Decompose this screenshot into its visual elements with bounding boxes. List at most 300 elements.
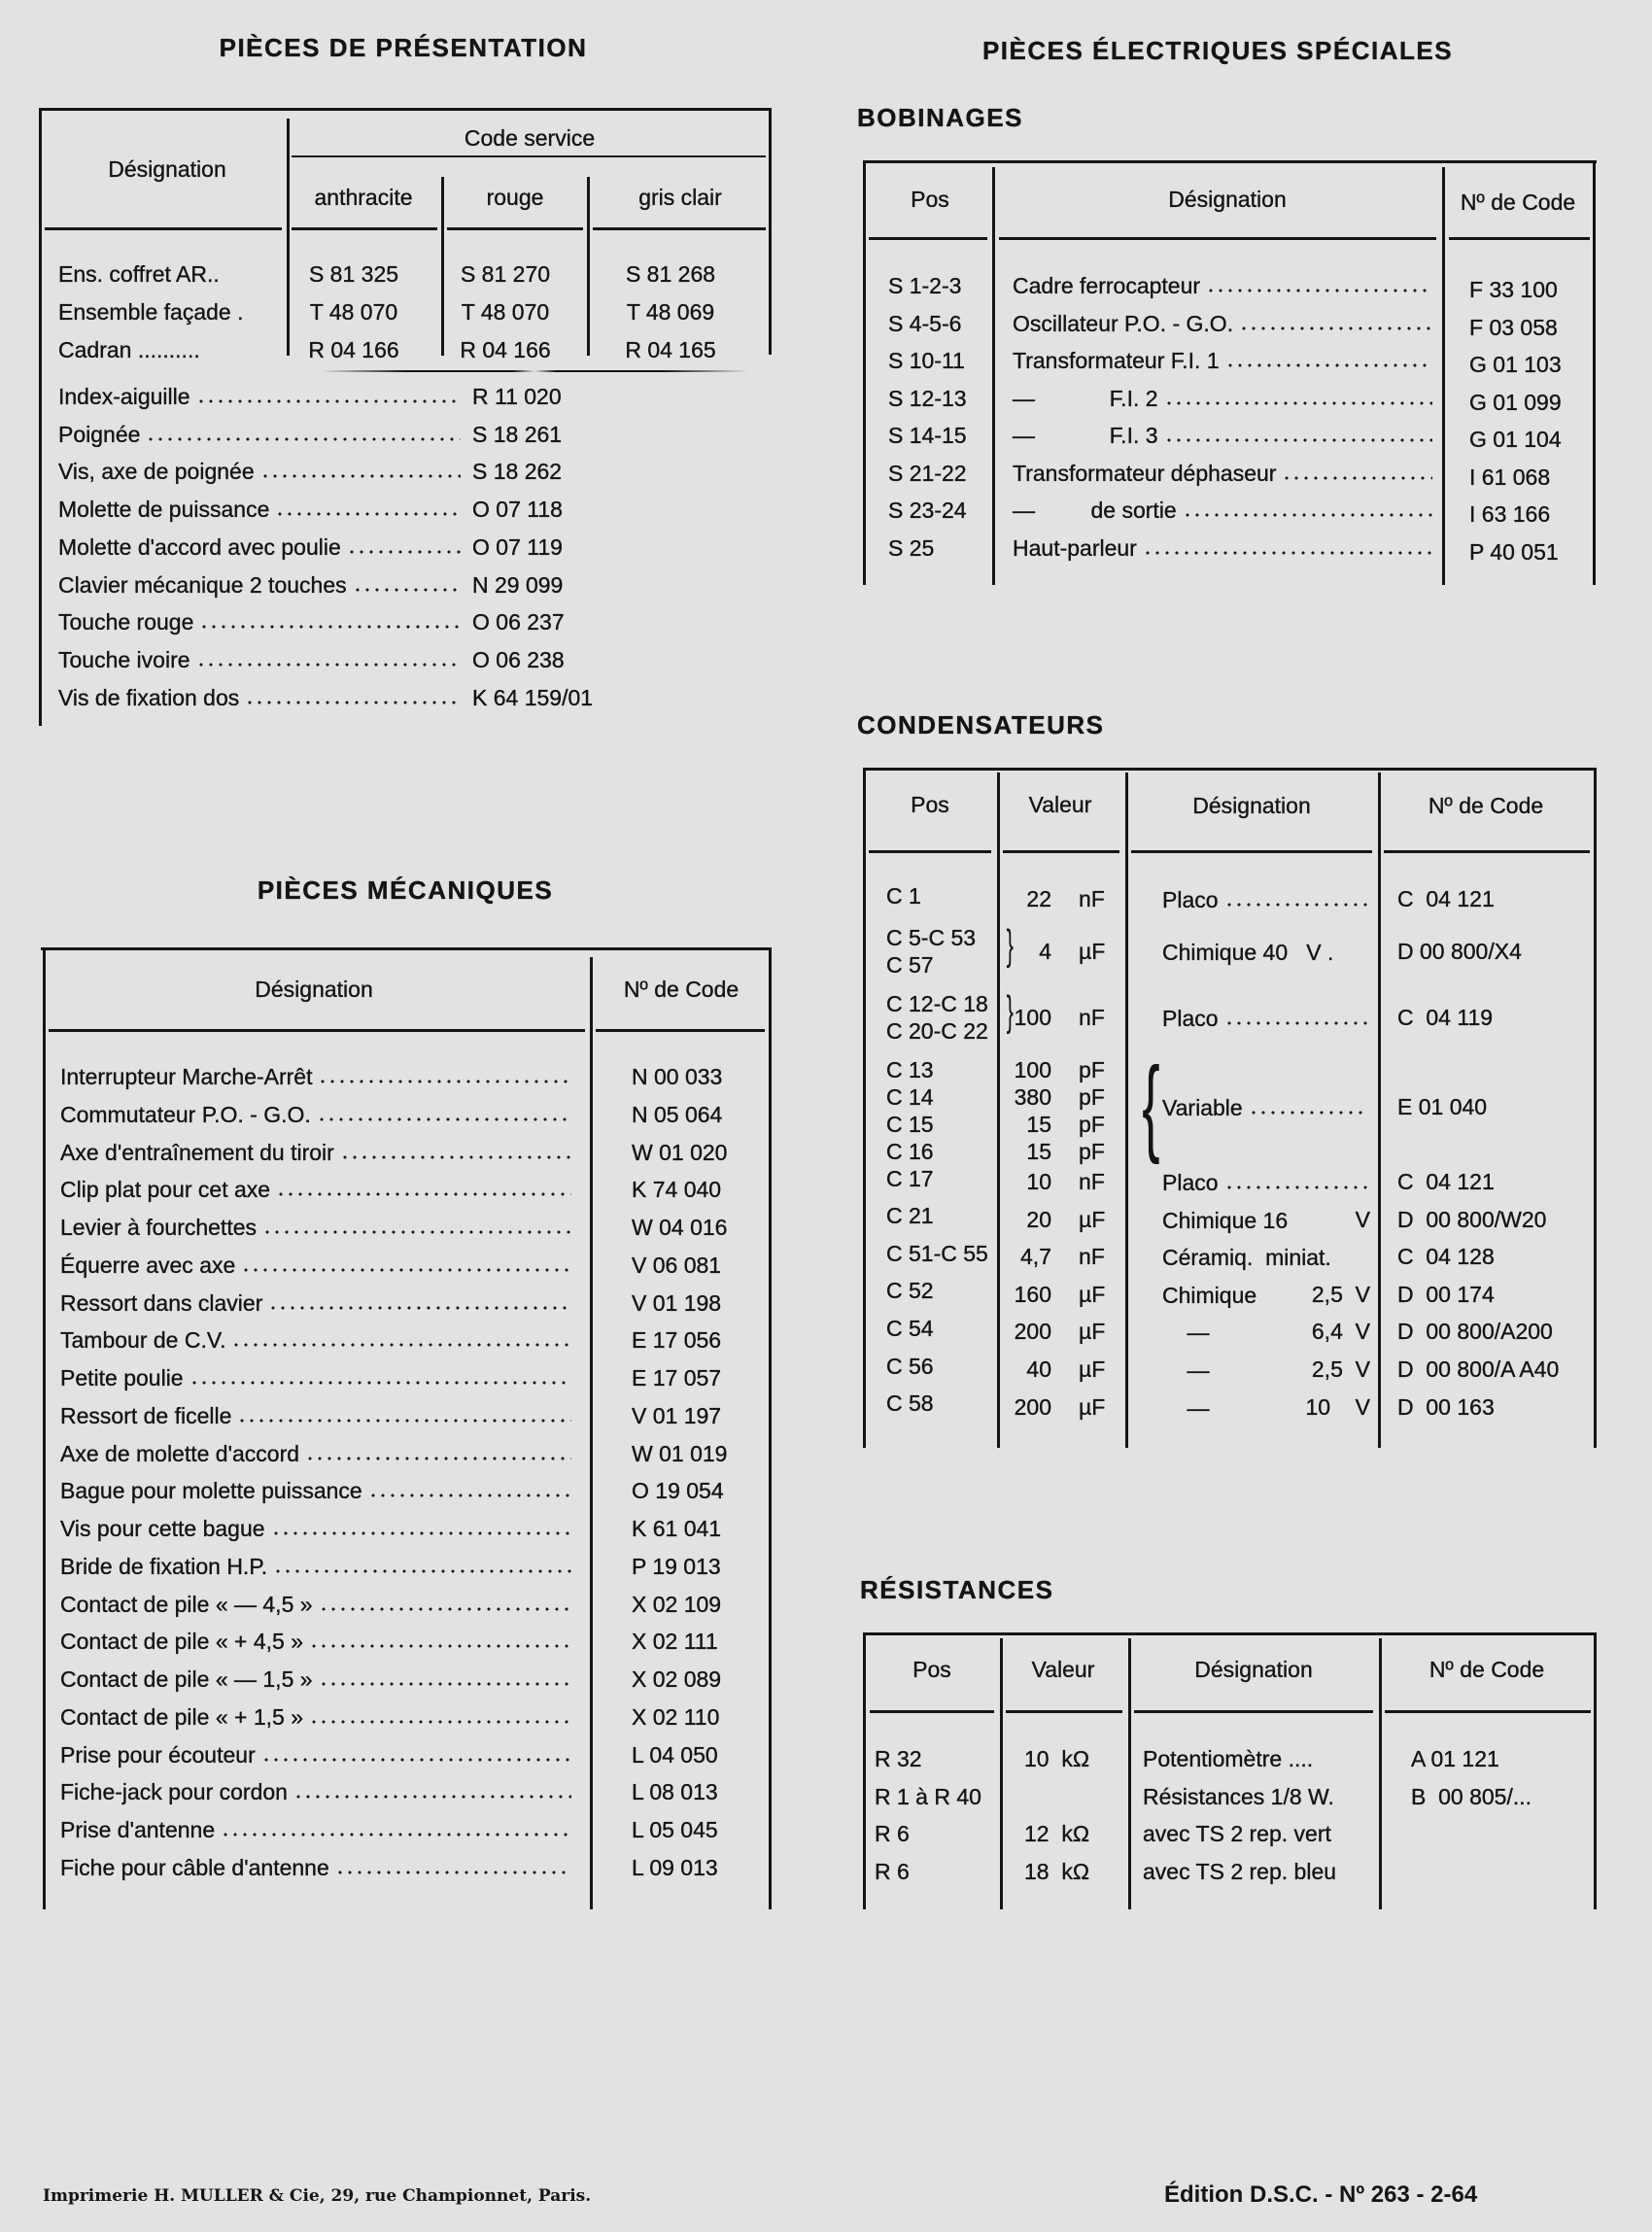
- dot-leader: [273, 1568, 571, 1574]
- designation-cell: [1013, 458, 1438, 487]
- code-cell: I 63 166: [1469, 501, 1551, 527]
- code-cell: C 04 121: [1397, 1168, 1495, 1194]
- designation-cell: Résistances 1/8 W.: [1143, 1783, 1334, 1809]
- valeur-unit: nF: [1079, 1244, 1105, 1270]
- color-code: T 48 070: [461, 299, 550, 325]
- item-code: K 61 041: [632, 1516, 722, 1541]
- valeur-unit: nF: [1079, 1168, 1105, 1194]
- brace-icon: {: [1142, 1045, 1160, 1165]
- valeur-unit: µF: [1079, 1319, 1106, 1345]
- item-label: Vis de fixation dos: [58, 684, 240, 710]
- dot-leader: [335, 1870, 571, 1875]
- color-code: R 04 166: [460, 337, 551, 362]
- code-cell: D 00 174: [1397, 1281, 1495, 1307]
- pos-cell: C 15: [886, 1111, 934, 1137]
- pos-cell: C 20-C 22: [886, 1017, 988, 1044]
- pos-cell: C 14: [886, 1083, 934, 1110]
- list-item: [58, 644, 466, 673]
- pos-cell: C 57: [886, 951, 934, 978]
- tension-text: V: [1355, 1206, 1370, 1232]
- item-label: Prise d'antenne: [60, 1817, 216, 1842]
- designation-text: —: [1162, 1394, 1210, 1421]
- color-code: T 48 069: [626, 299, 715, 325]
- designation-text: Transformateur F.I. 1: [1013, 348, 1220, 373]
- code-cell: D 00 800/X4: [1397, 938, 1522, 964]
- mecaniques-title: PIÈCES MÉCANIQUES: [257, 876, 554, 905]
- dot-leader: [275, 511, 461, 517]
- valeur-unit: pF: [1079, 1138, 1105, 1164]
- item-code: W 01 019: [632, 1440, 728, 1466]
- printer-credit: Imprimerie H. MULLER & Cie, 29, rue Championnet, Paris.: [43, 2186, 592, 2206]
- dot-leader: [1164, 437, 1432, 443]
- code-cell: B 00 805/...: [1411, 1783, 1532, 1809]
- designation-text: — F.I. 2: [1013, 385, 1158, 411]
- valeur-number: 160: [1014, 1281, 1051, 1307]
- color-row-label: Ens. coffret AR..: [58, 261, 220, 287]
- code-cell: G 01 103: [1469, 352, 1562, 377]
- item-label: Vis, axe de poignée: [58, 459, 255, 485]
- pos-cell: C 54: [886, 1316, 934, 1341]
- item-label: Ressort dans clavier: [60, 1289, 263, 1316]
- code-cell: C 04 121: [1397, 886, 1495, 912]
- code-cell: F 33 100: [1469, 277, 1558, 302]
- list-item: [60, 1061, 577, 1090]
- list-item: [60, 1212, 577, 1241]
- designation-cell: avec TS 2 rep. vert: [1143, 1821, 1331, 1847]
- header-designation: Désignation: [255, 977, 373, 1002]
- item-code: W 04 016: [632, 1215, 728, 1240]
- item-code: O 19 054: [632, 1478, 724, 1504]
- dot-leader: [196, 662, 461, 668]
- designation-text: — F.I. 3: [1013, 423, 1158, 448]
- dot-leader: [1206, 288, 1432, 293]
- list-item: [60, 1137, 577, 1166]
- valeur-unit: µF: [1079, 1281, 1106, 1307]
- item-label: Bride de fixation H.P.: [60, 1553, 268, 1579]
- pos-cell: C 13: [886, 1056, 934, 1082]
- code-cell: F 03 058: [1469, 314, 1558, 340]
- designation-cell: [1013, 495, 1438, 524]
- item-label: Molette de puissance: [58, 497, 270, 523]
- dot-leader: [293, 1794, 571, 1800]
- dot-leader: [231, 1342, 571, 1348]
- designation-cell: avec TS 2 rep. bleu: [1143, 1859, 1337, 1885]
- brace-icon: }: [1006, 986, 1015, 1035]
- list-item: [60, 1814, 577, 1843]
- item-label: Clip plat pour cet axe: [60, 1177, 271, 1203]
- header-designation: Désignation: [1194, 1657, 1313, 1682]
- list-item: [60, 1626, 577, 1655]
- dot-leader: [1224, 1020, 1368, 1026]
- item-code: X 02 089: [632, 1666, 722, 1692]
- item-label: Fiche pour câble d'antenne: [60, 1854, 329, 1880]
- item-label: Molette d'accord avec poulie: [58, 533, 341, 560]
- item-code: O 07 119: [472, 533, 563, 560]
- code-cell: D 00 163: [1397, 1393, 1495, 1420]
- item-code: V 01 197: [632, 1402, 722, 1428]
- designation-cell: [1013, 383, 1438, 412]
- valeur-number: 22: [1026, 886, 1051, 912]
- item-code: E 17 057: [632, 1365, 722, 1391]
- designation-text: Placo: [1162, 1005, 1219, 1031]
- item-code: S 18 262: [472, 459, 563, 485]
- pos-cell: R 32: [875, 1746, 922, 1771]
- item-label: Clavier mécanique 2 touches: [58, 571, 347, 598]
- item-label: Index-aiguille: [58, 384, 190, 409]
- item-label: Bague pour molette puissance: [60, 1478, 362, 1504]
- list-item: [60, 1324, 577, 1354]
- code-cell: C 04 119: [1397, 1004, 1494, 1030]
- valeur-unit: µF: [1079, 1206, 1106, 1232]
- edition-info: Édition D.S.C. - Nº 263 - 2-64: [1164, 2181, 1478, 2208]
- dot-leader: [1164, 400, 1432, 406]
- list-item: [58, 532, 466, 561]
- dot-leader: [317, 1116, 571, 1122]
- header-designation: Désignation: [1192, 793, 1311, 818]
- list-item: [60, 1589, 577, 1618]
- pos-cell: R 6: [875, 1821, 910, 1847]
- dot-leader: [1143, 550, 1432, 556]
- dot-leader: [262, 1229, 571, 1235]
- dot-leader: [276, 1191, 571, 1197]
- list-item: [60, 1400, 577, 1429]
- designation-text: Placo: [1162, 887, 1219, 913]
- item-label: Levier à fourchettes: [60, 1215, 258, 1240]
- item-label: Interrupteur Marche-Arrêt: [60, 1064, 313, 1089]
- designation-cell: [1013, 345, 1438, 374]
- list-item: [60, 1438, 577, 1467]
- valeur-unit: pF: [1079, 1083, 1105, 1110]
- item-label: Ressort de ficelle: [60, 1402, 232, 1428]
- color-row-label: Ensemble façade .: [58, 299, 244, 325]
- pos-cell: C 17: [886, 1165, 934, 1191]
- item-code: L 04 050: [632, 1741, 718, 1768]
- header-code: Nº de Code: [1428, 1657, 1545, 1682]
- valeur-unit: pF: [1079, 1111, 1105, 1137]
- item-label: Vis pour cette bague: [60, 1516, 265, 1541]
- designation-cell: [1013, 270, 1438, 299]
- item-label: Tambour de C.V.: [60, 1327, 226, 1354]
- dot-leader: [1224, 902, 1368, 908]
- brace-icon: }: [1006, 920, 1015, 969]
- header-code: Nº de Code: [623, 977, 740, 1002]
- pos-cell: C 16: [886, 1138, 934, 1164]
- header-valeur: Valeur: [1028, 792, 1092, 817]
- dot-leader: [368, 1493, 571, 1498]
- color-code: R 04 166: [308, 337, 399, 362]
- item-code: N 29 099: [472, 571, 564, 598]
- header-rouge: rouge: [486, 185, 544, 210]
- dot-leader: [318, 1079, 571, 1084]
- tension-text: 6,4 V: [1311, 1319, 1370, 1345]
- item-code: E 17 056: [632, 1327, 722, 1354]
- list-item: [60, 1174, 577, 1203]
- valeur-unit: nF: [1079, 886, 1105, 912]
- item-code: K 74 040: [632, 1177, 722, 1203]
- pos-cell: C 21: [886, 1203, 934, 1229]
- designation-text: Cadre ferrocapteur: [1013, 273, 1201, 298]
- designation-cell: [1162, 1205, 1370, 1234]
- designation-text: — de sortie: [1013, 498, 1177, 523]
- designation-cell: Potentiomètre ....: [1143, 1746, 1314, 1771]
- item-code: N 00 033: [632, 1064, 723, 1089]
- designation-text: Placo: [1162, 1169, 1219, 1195]
- item-label: Commutateur P.O. - G.O.: [60, 1101, 311, 1127]
- item-label: Axe de molette d'accord: [60, 1440, 300, 1466]
- list-item: [60, 1664, 577, 1693]
- item-code: V 01 198: [632, 1289, 722, 1316]
- designation-cell: [1162, 1092, 1374, 1121]
- dot-leader: [1282, 475, 1432, 481]
- valeur-number: 200: [1014, 1319, 1051, 1345]
- valeur-number: 15: [1026, 1138, 1051, 1164]
- code-cell: G 01 099: [1469, 389, 1562, 415]
- item-label: Contact de pile « — 4,5 »: [60, 1591, 313, 1617]
- tension-text: 10 V: [1305, 1393, 1370, 1420]
- list-item: [60, 1739, 577, 1768]
- designation-text: Oscillateur P.O. - G.O.: [1013, 310, 1234, 336]
- dot-leader: [221, 1832, 571, 1837]
- valeur-unit: µF: [1079, 1356, 1106, 1382]
- header-pos: Pos: [911, 792, 949, 817]
- pos-cell: C 12-C 18: [886, 990, 988, 1016]
- color-row-label: Cadran ..........: [58, 337, 200, 362]
- valeur-unit: µF: [1079, 1393, 1106, 1420]
- item-code: R 11 020: [472, 384, 562, 409]
- dot-leader: [271, 1530, 571, 1536]
- code-cell: A 01 121: [1411, 1746, 1499, 1771]
- list-item: [58, 494, 466, 523]
- designation-cell: [1162, 884, 1374, 913]
- dot-leader: [319, 1606, 571, 1612]
- item-label: Équerre avec axe: [60, 1252, 236, 1278]
- color-code: S 81 268: [625, 261, 716, 287]
- pos-cell: C 5-C 53: [886, 924, 977, 950]
- header-code: Nº de Code: [1428, 793, 1544, 818]
- list-item: [60, 1475, 577, 1504]
- item-code: X 02 111: [632, 1629, 718, 1655]
- dot-leader: [237, 1418, 571, 1424]
- valeur-number: 4: [1039, 938, 1051, 964]
- valeur-number: 20: [1026, 1206, 1051, 1232]
- header-code-service: Code service: [464, 125, 596, 151]
- item-code: O 07 118: [472, 497, 563, 523]
- pos-cell: S 4-5-6: [888, 310, 962, 336]
- code-cell: I 61 068: [1469, 464, 1551, 490]
- code-cell: D 00 800/A A40: [1397, 1356, 1560, 1382]
- pos-cell: C 1: [886, 883, 921, 909]
- code-cell: D 00 800/W20: [1397, 1206, 1547, 1232]
- header-pos: Pos: [912, 1657, 951, 1682]
- dot-leader: [305, 1456, 571, 1461]
- list-item: [60, 1852, 577, 1881]
- list-item: [60, 1250, 577, 1279]
- dot-leader: [241, 1267, 571, 1273]
- pos-cell: S 1-2-3: [888, 273, 962, 298]
- item-code: V 06 081: [632, 1252, 722, 1278]
- designation-text: —: [1162, 1320, 1210, 1346]
- code-cell: P 40 051: [1469, 538, 1559, 565]
- color-code: T 48 070: [309, 299, 398, 325]
- dot-leader: [1249, 1110, 1368, 1116]
- header-code: Nº de Code: [1460, 189, 1576, 215]
- item-code: L 08 013: [632, 1779, 718, 1805]
- dot-leader: [347, 549, 461, 555]
- dot-leader: [309, 1643, 571, 1649]
- valeur-unit: pF: [1079, 1056, 1105, 1082]
- valeur-number: 200: [1014, 1393, 1051, 1420]
- item-label: Contact de pile « — 1,5 »: [60, 1666, 313, 1692]
- list-item: [58, 456, 466, 485]
- header-gris-clair: gris clair: [638, 185, 722, 210]
- designation-text: Transformateur déphaseur: [1013, 460, 1277, 486]
- designation-text: Chimique 16: [1162, 1207, 1289, 1233]
- item-code: O 06 237: [472, 609, 565, 635]
- item-code: X 02 109: [632, 1591, 722, 1617]
- item-code: L 05 045: [632, 1817, 718, 1842]
- item-label: Axe d'entraînement du tiroir: [60, 1139, 334, 1165]
- list-item: [60, 1099, 577, 1128]
- dot-leader: [1224, 1185, 1368, 1190]
- tension-text: 2,5 V: [1311, 1356, 1370, 1382]
- pos-cell: S 14-15: [888, 423, 967, 448]
- item-label: Petite poulie: [60, 1365, 184, 1391]
- header-designation: Désignation: [1168, 187, 1287, 212]
- valeur-number: 15: [1026, 1111, 1051, 1137]
- dot-leader: [1225, 362, 1432, 368]
- list-item: [60, 1288, 577, 1317]
- item-label: Contact de pile « + 4,5 »: [60, 1629, 303, 1655]
- dot-leader: [261, 1757, 571, 1763]
- pos-cell: S 21-22: [888, 460, 967, 486]
- item-label: Poignée: [58, 421, 141, 447]
- item-label: Contact de pile « + 1,5 »: [60, 1703, 303, 1730]
- tension-text: 2,5 V: [1311, 1281, 1370, 1307]
- item-code: S 18 261: [472, 421, 563, 447]
- pos-cell: C 58: [886, 1391, 934, 1417]
- list-item: [60, 1513, 577, 1542]
- condensateurs-title: CONDENSATEURS: [857, 710, 1105, 739]
- code-cell: D 00 800/A200: [1397, 1319, 1553, 1345]
- header-pos: Pos: [911, 187, 949, 212]
- item-label: Touche rouge: [58, 609, 194, 635]
- header-designation: Désignation: [108, 156, 226, 182]
- electriques-title: PIÈCES ÉLECTRIQUES SPÉCIALES: [981, 36, 1454, 65]
- valeur-number: 10: [1026, 1168, 1051, 1194]
- dot-leader: [196, 398, 461, 404]
- item-code: N 05 064: [632, 1101, 723, 1127]
- bobinages-title: BOBINAGES: [857, 103, 1023, 132]
- dot-leader: [319, 1681, 571, 1687]
- pos-cell: R 6: [875, 1859, 910, 1885]
- dot-leader: [199, 624, 461, 630]
- header-anthracite: anthracite: [314, 185, 413, 210]
- designation-cell: [1162, 1167, 1374, 1196]
- list-item: [60, 1701, 577, 1731]
- valeur-number: 380: [1014, 1083, 1051, 1110]
- designation-cell: [1013, 308, 1438, 337]
- dot-leader: [309, 1719, 571, 1725]
- dot-leader: [353, 587, 461, 593]
- item-code: X 02 110: [632, 1703, 720, 1730]
- designation-text: Céramiq. miniat.: [1162, 1245, 1331, 1271]
- valeur-cell: 12 kΩ: [1024, 1821, 1090, 1847]
- designation-cell: [1013, 420, 1438, 449]
- valeur-cell: 18 kΩ: [1024, 1859, 1090, 1885]
- item-label: Fiche-jack pour cordon: [60, 1779, 288, 1805]
- code-cell: C 04 128: [1397, 1244, 1495, 1270]
- list-item: [58, 381, 466, 410]
- item-code: K 64 159/01: [472, 684, 594, 710]
- list-item: [58, 419, 466, 448]
- valeur-number: 100: [1014, 1056, 1051, 1082]
- pos-cell: S 12-13: [888, 385, 967, 411]
- pos-cell: C 52: [886, 1278, 934, 1304]
- pos-cell: S 10-11: [888, 348, 965, 373]
- presentation-title: PIÈCES DE PRÉSENTATION: [219, 33, 588, 62]
- item-code: O 06 238: [472, 646, 565, 672]
- valeur-cell: 10 kΩ: [1024, 1746, 1090, 1771]
- list-item: [60, 1362, 577, 1391]
- designation-cell: [1162, 1242, 1370, 1271]
- dot-leader: [340, 1154, 571, 1160]
- resistances-title: RÉSISTANCES: [860, 1575, 1054, 1604]
- item-code: W 01 020: [632, 1139, 728, 1165]
- dot-leader: [260, 473, 461, 479]
- header-valeur: Valeur: [1031, 1657, 1095, 1682]
- color-code: S 81 270: [460, 261, 551, 287]
- code-cell: E 01 040: [1397, 1093, 1488, 1119]
- list-item: [60, 1776, 577, 1805]
- designation-cell: [1162, 1003, 1374, 1032]
- pos-cell: R 1 à R 40: [875, 1783, 981, 1809]
- valeur-unit: µF: [1079, 938, 1106, 964]
- valeur-number: 100: [1014, 1004, 1051, 1030]
- designation-cell: [1162, 937, 1370, 966]
- designation-text: Variable: [1162, 1094, 1243, 1120]
- dot-leader: [245, 700, 461, 705]
- designation-text: Chimique 40 V .: [1162, 939, 1334, 965]
- code-cell: G 01 104: [1469, 427, 1562, 452]
- item-code: L 09 013: [632, 1854, 718, 1880]
- list-item: [60, 1551, 577, 1580]
- dot-leader: [146, 436, 461, 442]
- pos-cell: S 25: [888, 534, 935, 561]
- item-label: Prise pour écouteur: [60, 1741, 256, 1768]
- dot-leader: [1183, 512, 1432, 518]
- pos-cell: C 51-C 55: [886, 1240, 988, 1266]
- dot-leader: [268, 1305, 571, 1311]
- designation-cell: [1013, 532, 1438, 562]
- valeur-number: 4,7: [1020, 1244, 1051, 1270]
- color-code: S 81 325: [308, 261, 399, 287]
- valeur-number: 40: [1026, 1356, 1051, 1382]
- dot-leader: [1239, 326, 1432, 331]
- designation-text: Haut-parleur: [1013, 534, 1137, 561]
- dot-leader: [189, 1380, 571, 1386]
- designation-text: Chimique: [1162, 1282, 1257, 1308]
- list-item: [58, 682, 466, 711]
- valeur-unit: nF: [1079, 1004, 1105, 1030]
- item-label: Touche ivoire: [58, 646, 190, 672]
- designation-text: —: [1162, 1356, 1210, 1383]
- list-item: [58, 569, 466, 599]
- list-item: [58, 606, 466, 635]
- pos-cell: S 23-24: [888, 498, 967, 523]
- item-code: P 19 013: [632, 1553, 721, 1579]
- color-code: R 04 165: [625, 337, 716, 362]
- pos-cell: C 56: [886, 1353, 934, 1379]
